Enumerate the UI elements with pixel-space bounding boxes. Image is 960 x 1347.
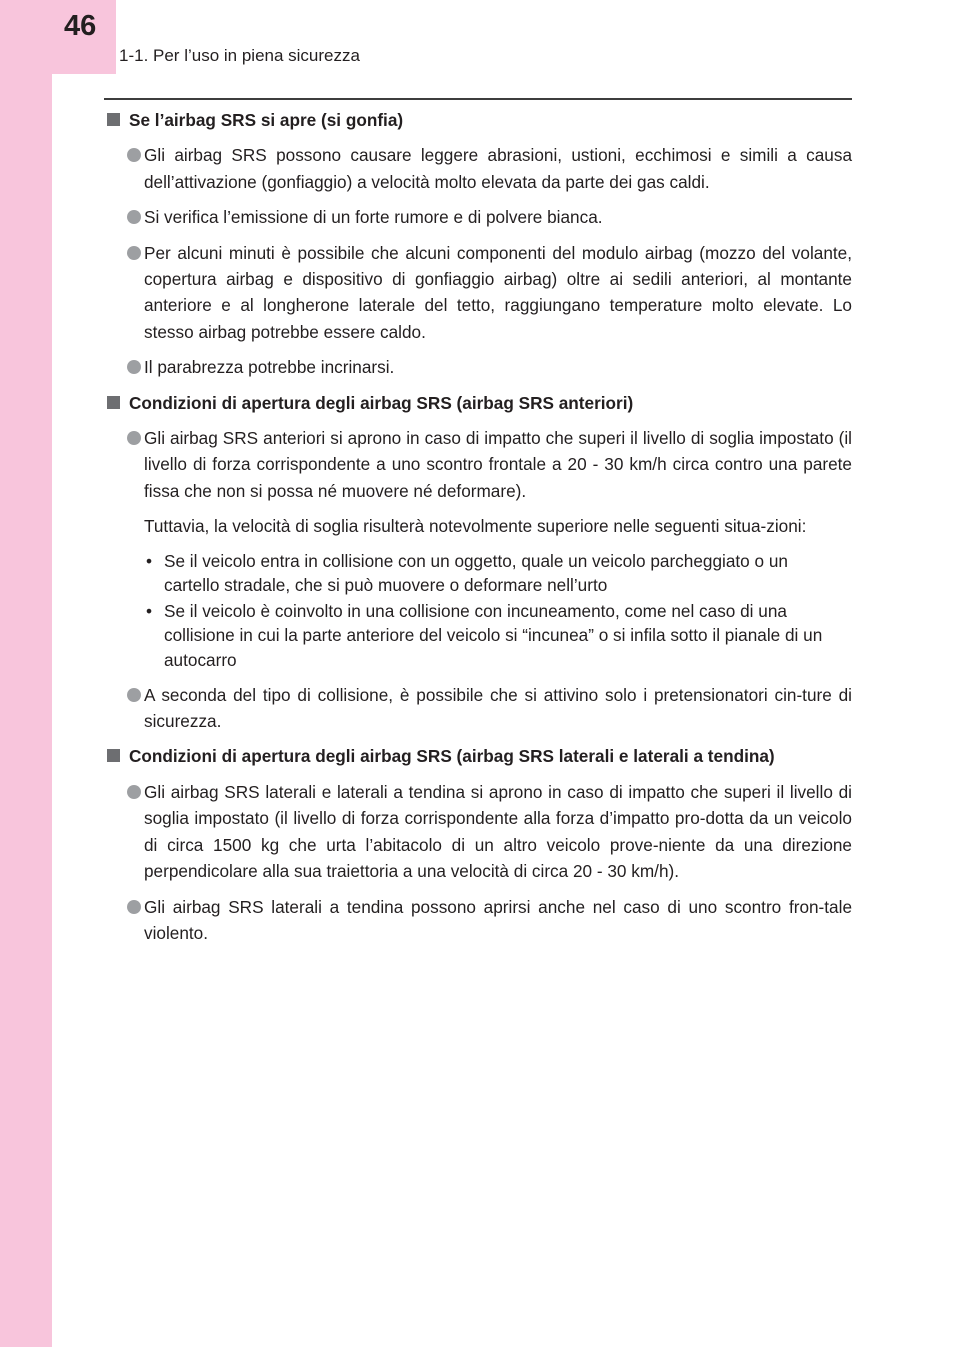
sub-list-item-text: Se il veicolo è coinvolto in una collisione con incuneamento, come nel caso di una collisione in cui la parte anteriore del veicolo si “incunea” o si infila sotto il pianale di un autocarro [164,600,823,671]
list-item [104,682,852,735]
sub-list-item-text: Se il veicolo entra in collisione con un oggetto, quale un veicolo parcheggiato o un cartello stradale, che si può muovere o deformare nell’urto [164,550,788,596]
round-bullet-icon [127,360,141,374]
list-item-text: Gli airbag SRS laterali a tendina possono aprirsi anche nel caso di uno scontro fron-tale violento. [144,896,852,943]
round-bullet-icon [127,246,141,260]
list-item [104,142,852,195]
list-item-text: Gli airbag SRS laterali e laterali a tendina si aprono in caso di impatto che superi il livello di soglia impostato (il livello di forza corrispondente alla forza d’impatto pro-dotta da un veicolo di circa 1500 kg che urta l’abitacolo di un altro veicolo prove-niente da una direzione perpendicolare alla sua traiettoria a una velocità di circa 20 - 30 km/h). [144,781,852,882]
heading-airbag-opens [104,107,852,133]
page-number: 46 [64,10,97,42]
square-bullet-icon [107,113,120,126]
heading-text: Condizioni di apertura degli airbag SRS (airbag SRS laterali e laterali a tendina) [129,746,775,767]
sub-list [104,549,852,673]
list-item [104,354,852,380]
page-content [104,107,852,955]
heading-side-airbag-conditions [104,743,852,769]
list-item [104,779,852,885]
square-bullet-icon [107,749,120,762]
list-item [104,204,852,230]
list-item [104,240,852,346]
round-bullet-icon [127,785,141,799]
list-item [104,894,852,947]
heading-text: Condizioni di apertura degli airbag SRS (airbag SRS anteriori) [129,392,634,413]
section-title: 1-1. Per l’uso in piena sicurezza [119,46,360,65]
dot-bullet-icon: • [146,600,153,621]
list-item-text: Per alcuni minuti è possibile che alcuni componenti del modulo airbag (mozzo del volante, copertura airbag e dispositivo di gonfiaggio airbag) oltre ai sedili anteriori, al montante anteriore e al longherone laterale del tetto, raggiungano temperature molto elevate. Lo stesso airbag potrebbe essere caldo. [144,242,852,342]
divider [104,98,852,100]
heading-front-airbag-conditions [104,390,852,416]
sidebar-tab [0,0,52,1347]
list-item-text: Si verifica l’emissione di un forte rumore e di polvere bianca. [144,207,603,228]
round-bullet-icon [127,210,141,224]
round-bullet-icon [127,148,141,162]
list-item-text: Gli airbag SRS anteriori si aprono in caso di impatto che superi il livello di soglia impostato (il livello di forza corrispondente a uno scontro frontale a 20 - 30 km/h circa contro una parete fissa che non si possa né muovere né deformare). [144,428,852,501]
sub-list-item [144,549,852,598]
dot-bullet-icon: • [146,550,153,571]
list-item-text: A seconda del tipo di collisione, è possibile che si attivino solo i pretensionatori cin-ture di sicurezza. [144,684,852,732]
list-item [104,425,852,504]
sub-list-item [144,599,852,673]
round-bullet-icon [127,688,141,702]
round-bullet-icon [127,431,141,445]
list-item-text: Gli airbag SRS possono causare leggere abrasioni, ustioni, ecchimosi e simili a causa dell’attivazione (gonfiaggio) a velocità molto elevata da parte dei gas caldi. [144,145,852,192]
list-item-text: Il parabrezza potrebbe incrinarsi. [144,357,395,378]
round-bullet-icon [127,900,141,914]
heading-text: Se l’airbag SRS si apre (si gonfia) [129,110,404,130]
square-bullet-icon [107,396,120,409]
paragraph: Tuttavia, la velocità di soglia risulterà notevolmente superiore nelle seguenti situa-zioni: [144,516,807,537]
